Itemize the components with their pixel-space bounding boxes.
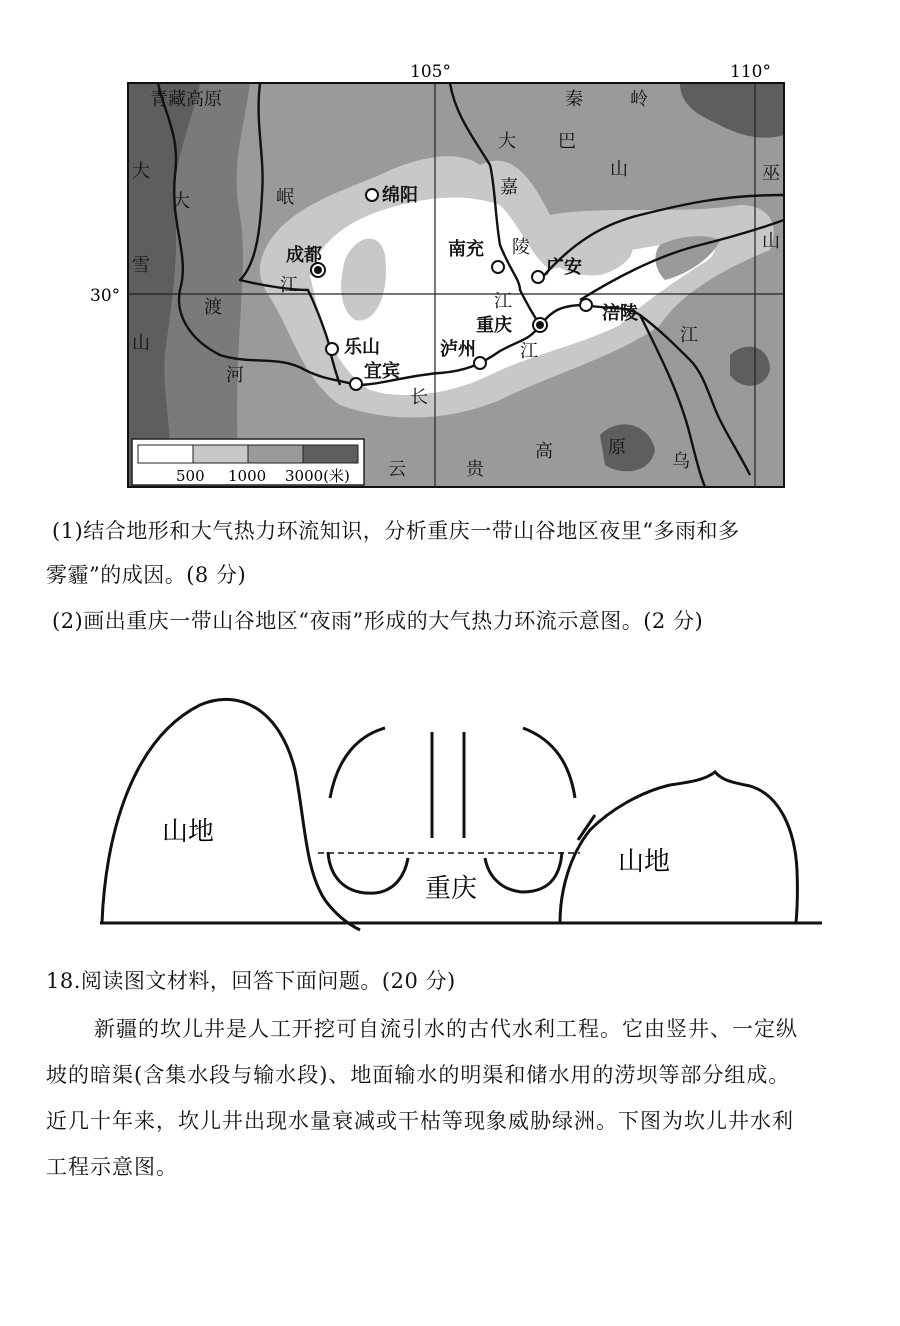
label-daba-2: 巴 — [558, 131, 576, 152]
label-fuling-jiang: 江 — [680, 325, 698, 346]
label-min-2: 江 — [280, 275, 298, 296]
valley-circulation-diagram — [90, 680, 830, 940]
label-qinling-1: 秦 — [565, 89, 583, 110]
legend-swatch-3 — [248, 445, 303, 463]
city-marker-guangan — [532, 271, 544, 283]
city-marker-leshan — [326, 343, 338, 355]
label-yungui-3: 高 — [535, 441, 553, 462]
label-jialing-3: 江 — [494, 291, 512, 312]
legend-tick-500: 500 — [176, 467, 205, 485]
label-wushan-1: 巫 — [762, 163, 780, 184]
label-dadu-2: 渡 — [204, 297, 222, 318]
section-18-line-3: 近几十年来，坎儿井出现水量衰减或干枯等现象威胁绿洲。下图为坎儿井水利 — [46, 1109, 794, 1133]
lon-label-105: 105° — [410, 62, 451, 82]
legend-tick-3000: 3000(米) — [285, 467, 350, 485]
city-label-nanchong: 南充 — [448, 239, 484, 260]
city-label-mianyang: 绵阳 — [382, 185, 418, 206]
section-18-heading: 18.阅读图文材料，回答下面问题。(20 分) — [46, 969, 456, 993]
question-1-line-2: 雾霾”的成因。(8 分) — [46, 563, 247, 587]
label-jialing-1: 嘉 — [500, 177, 518, 198]
city-marker-fuling — [580, 299, 592, 311]
section-18-line-1: 新疆的坎儿井是人工开挖可自流引水的古代水利工程。它由竖井、一定纵 — [94, 1017, 798, 1041]
city-label-leshan: 乐山 — [344, 337, 380, 358]
city-label-yibin: 宜宾 — [364, 361, 400, 382]
label-daba-3: 山 — [610, 159, 628, 180]
section-18-line-4: 工程示意图。 — [46, 1155, 178, 1179]
label-daxue-2: 雪 — [132, 255, 150, 276]
city-label-guangan: 广安 — [546, 257, 582, 278]
label-qingzang: 青藏高原 — [150, 89, 222, 110]
label-dadu-1: 大 — [172, 191, 190, 212]
label-daxue-1: 大 — [132, 161, 150, 182]
legend-tick-1000: 1000 — [228, 467, 267, 485]
city-marker-yibin — [350, 378, 362, 390]
label-min-1: 岷 — [276, 187, 294, 208]
question-2: (2)画出重庆一带山谷地区“夜雨”形成的大气热力环流示意图。(2 分) — [52, 609, 704, 633]
label-chang-1: 江 — [520, 341, 538, 362]
city-label-luzhou: 泸州 — [440, 339, 476, 360]
sichuan-basin-map — [80, 55, 800, 495]
left-mountain-label: 山地 — [162, 817, 215, 847]
label-yungui-1: 云 — [388, 459, 406, 480]
city-marker-mianyang — [366, 189, 378, 201]
city-marker-nanchong — [492, 261, 504, 273]
right-mountain-label: 山地 — [618, 847, 671, 877]
legend-swatch-1 — [138, 445, 193, 463]
city-label-chongqing: 重庆 — [476, 315, 512, 336]
label-daba-1: 大 — [498, 131, 516, 152]
label-wu: 乌 — [672, 451, 690, 472]
lon-label-110: 110° — [730, 62, 771, 82]
label-wushan-2: 山 — [762, 231, 780, 252]
label-daxue-3: 山 — [132, 333, 150, 354]
label-dadu-3: 河 — [226, 365, 244, 386]
section-18-line-2: 坡的暗渠(含集水段与输水段)、地面输水的明渠和储水用的涝坝等部分组成。 — [46, 1063, 791, 1087]
valley-label: 重庆 — [425, 874, 478, 904]
label-chang-2: 长 — [410, 387, 428, 408]
legend-swatch-4 — [303, 445, 358, 463]
label-yungui-2: 贵 — [466, 459, 484, 480]
question-1-line-1: (1)结合地形和大气热力环流知识，分析重庆一带山谷地区夜里“多雨和多 — [52, 519, 740, 543]
label-yungui-4: 原 — [608, 437, 626, 458]
city-label-chengdu: 成都 — [286, 245, 322, 266]
city-label-fuling: 涪陵 — [602, 303, 638, 324]
legend-swatch-2 — [193, 445, 248, 463]
lat-label-30: 30° — [90, 286, 121, 306]
label-qinling-2: 岭 — [630, 89, 648, 110]
label-jialing-2: 陵 — [512, 237, 530, 258]
